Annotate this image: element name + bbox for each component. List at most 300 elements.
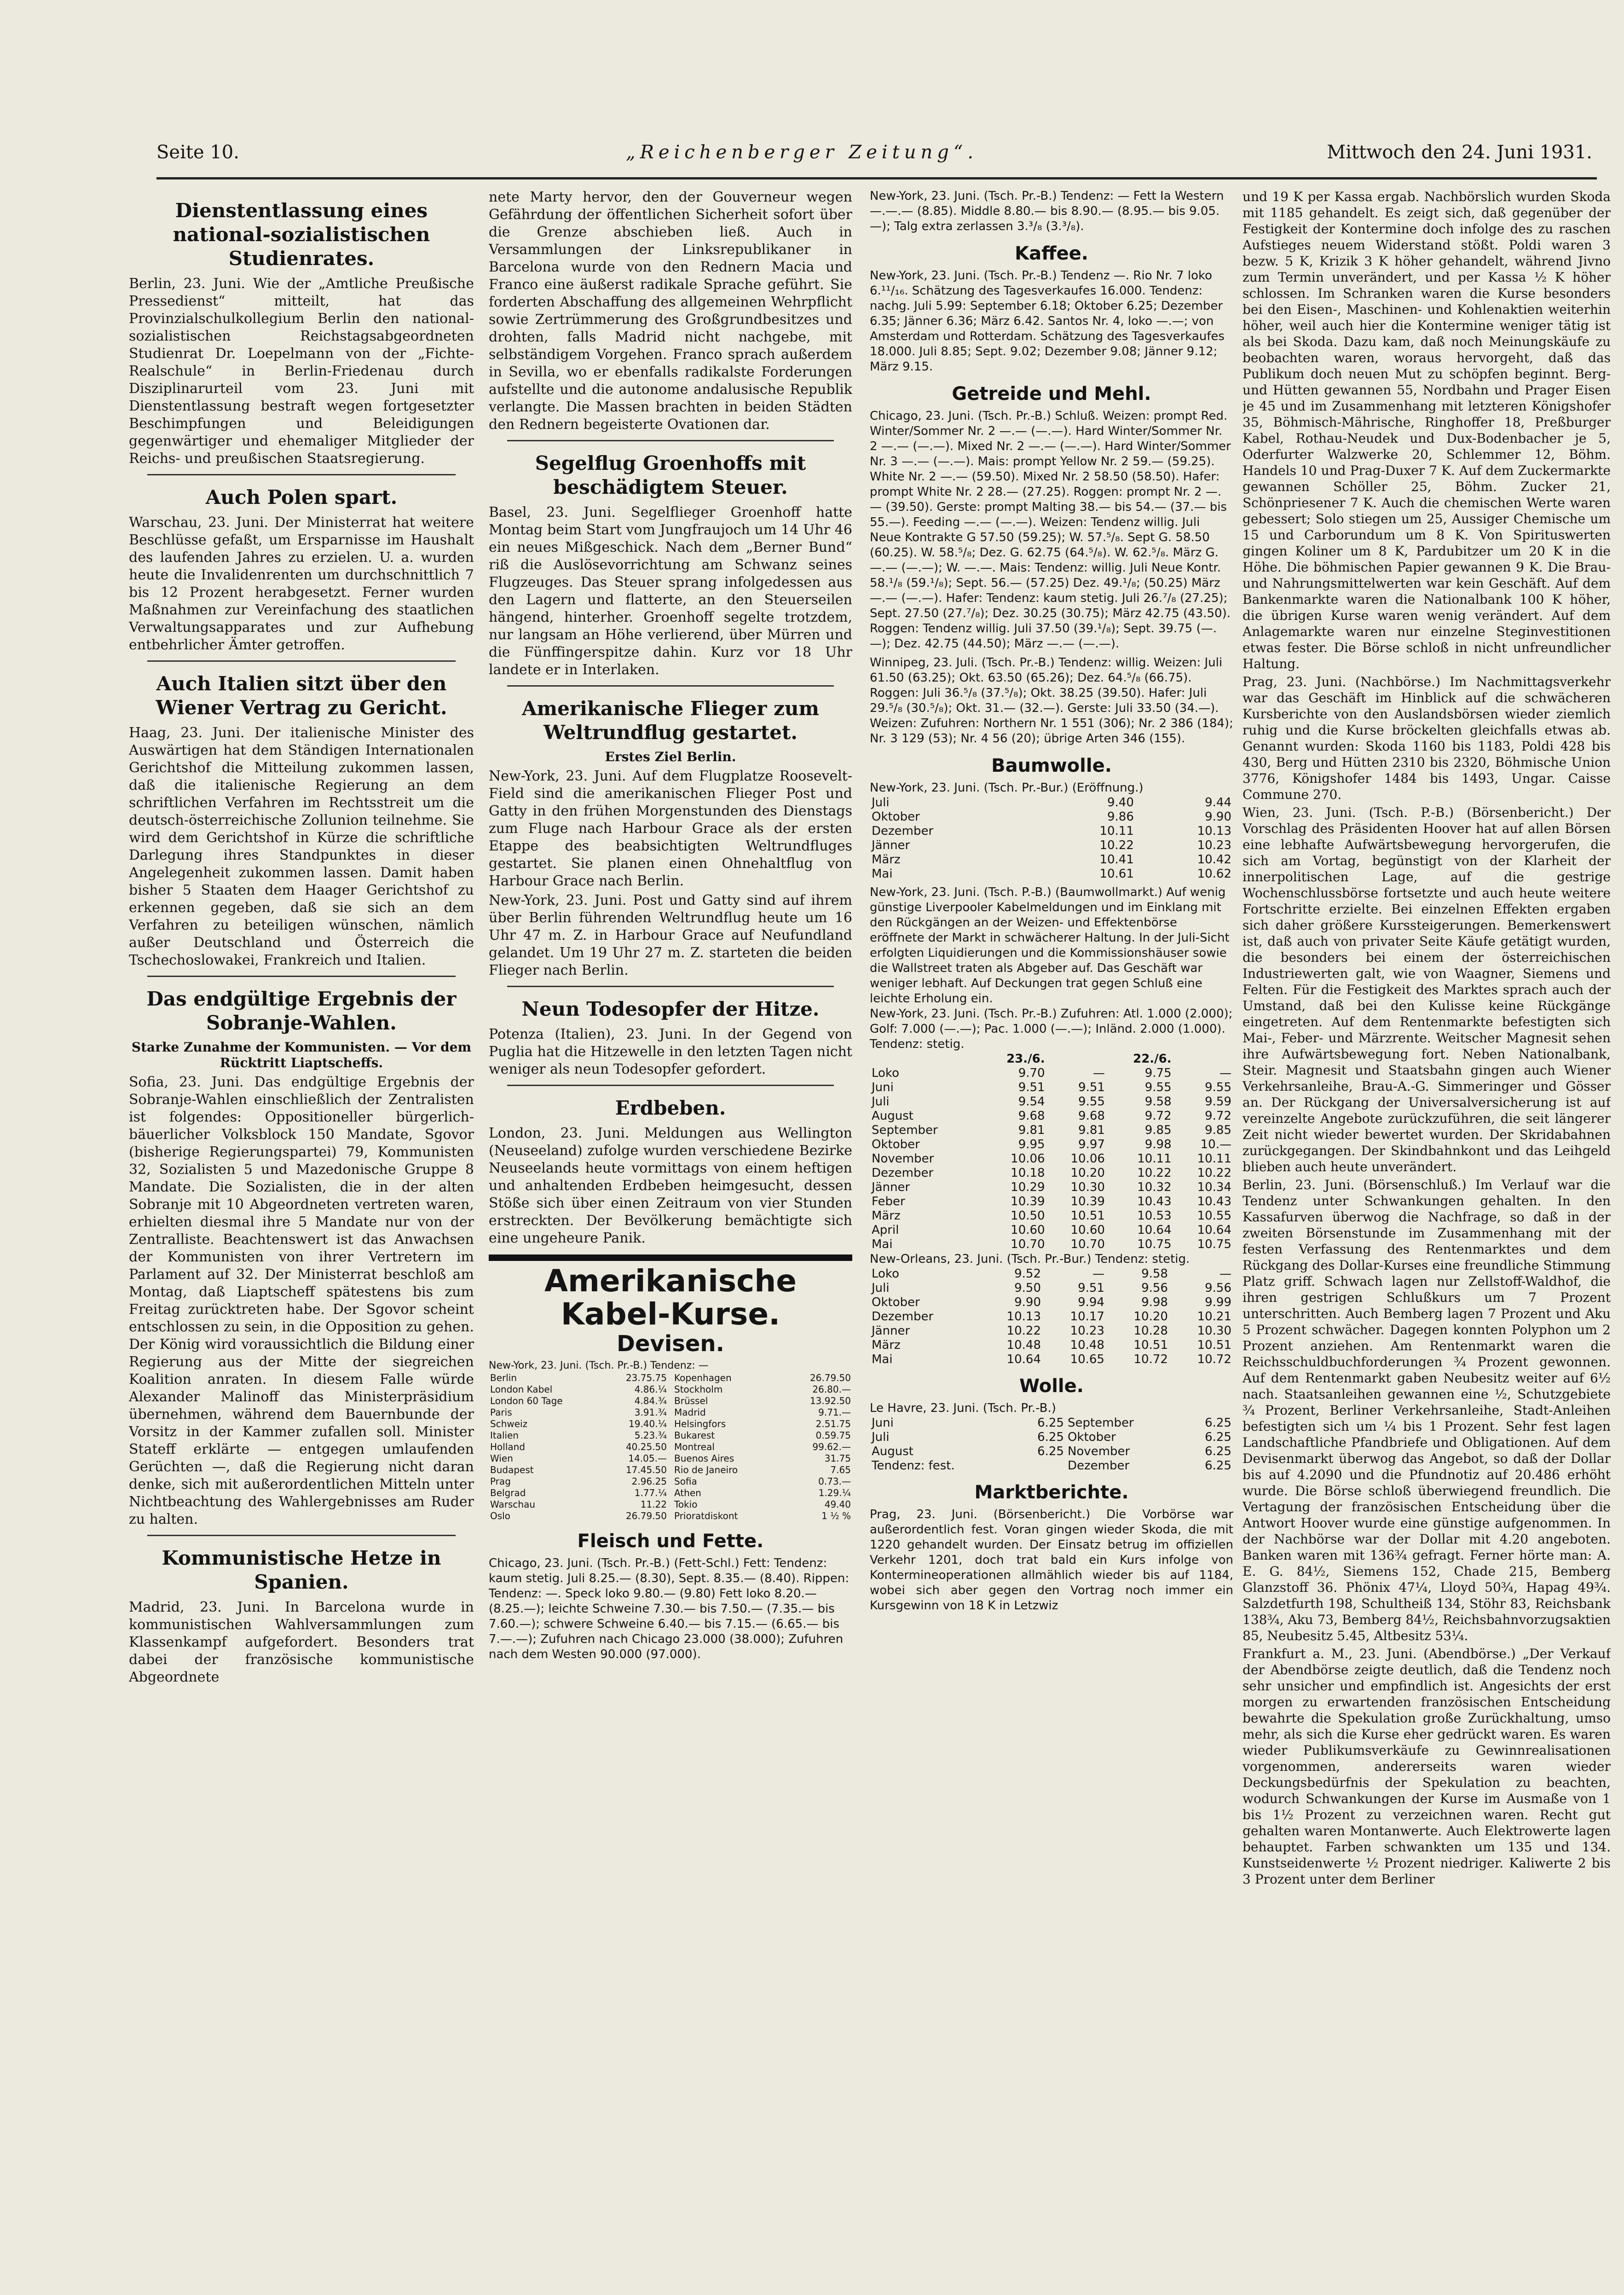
- table-cell: Brüssel: [674, 1395, 708, 1406]
- page-number: Seite 10.: [156, 142, 239, 163]
- table-row: [870, 1209, 1233, 1223]
- table-cell: Helsingfors: [674, 1418, 726, 1429]
- table-cell: März: [872, 1338, 901, 1352]
- table-cell: 10.11: [1137, 1152, 1172, 1166]
- divider: [507, 986, 834, 987]
- article-body: Sofia, 23. Juni. Das endgültige Ergebnis der Sobranje-Wahlen einschließlich der Zentralisten ist folgendes: Oppositioneller bürgerlich-bäuerlicher Volksblock 150 Mandate, Sgovor (bisherige Regierungspartei) 79, Kommunisten 32, Sozialisten 5 und Mazedonische Gruppe 8 Mandate. Die Sozialisten, die in der alten Sobranje mit 10 Abgeordneten vertreten waren, erhielten diesmal ihre 5 Mandate nur von der Zentralliste. Beachtenswert ist das Anwachsen der Kommunisten von ihrer Vertretern im Parlament auf 32. Der Ministerrat beschloß am Montag, daß Liaptscheff spätestens bis zum Freitag zurücktreten habe. Der Sgovor scheint entschlossen zu sein, in die Opposition zu gehen. Der König wird voraussichtlich die Bildung einer Regierung aus der Mitte der siegreichen Koalition anraten. In diesem Falle würde Alexander Malinoff das Ministerpräsidium übernehmen, während dem Bauernbunde der Vorsitz in der Kammer zufallen soll. Minister Stateff erklärte — entgegen umlaufenden Gerüchten —, daß die Regierung nicht daran denke, sich mit außerordentlichen Mitteln unter Nichtbeachtung des Wahlergebnisses am Ruder zu halten.: [129, 1074, 474, 1527]
- kabel-title: Amerikanische Kabel-Kurse.: [544, 1263, 797, 1332]
- table-cell: Holland: [490, 1441, 526, 1452]
- table-cell: Feber: [872, 1195, 905, 1208]
- table-cell: 10.60: [1011, 1223, 1045, 1237]
- divider: [507, 685, 834, 687]
- table-cell: London 60 Tage: [490, 1395, 563, 1406]
- table-row: [489, 1430, 668, 1441]
- table-cell: 9.58: [1144, 1095, 1172, 1109]
- table-cell: 9.56: [1141, 1281, 1168, 1295]
- table-row: [870, 1195, 1233, 1209]
- table-header-cell: [1047, 1052, 1107, 1066]
- table-cell: Oktober: [1067, 1430, 1116, 1444]
- table-row: [870, 1295, 1233, 1310]
- table-cell: Schweiz: [490, 1418, 528, 1429]
- table-cell: 9.51: [1078, 1281, 1104, 1295]
- article-body: Basel, 23. Juni. Segelflieger Groenhoff hatte Montag beim Start vom Jungfraujoch um 14 Uhr 46 ein neues Mißgeschick. Nach dem „Berner Bund“ riß die Auslösevorrichtung am Schwanz seines Flugzeuges. Das Steuer sprang infolgedessen aus den Lagern und flatterte, an den Steuerseilen hängend, hinterher. Groenhoff segelte trotzdem, nur langsam an Höhe verlierend, über Mürren und die Fünffingerspitze dahin. Kurz vor 18 Uhr landete er in Interlaken.: [489, 504, 852, 678]
- section-heading: Baumwolle.: [991, 755, 1112, 776]
- table-row: [870, 1267, 1233, 1281]
- table-cell: 10.—: [1200, 1138, 1231, 1151]
- market-report: Chicago, 23. Juni. (Tsch. Pr.-B.) Schluß. Weizen: prompt Red. Winter/Sommer Nr. 2 —.— (—.—). Hard Winter/Sommer Nr. 2 —.— (—.—). Mixed Nr. 2 —.— (—.—). Hard Winter/Sommer Nr. 3 —.— (—.—). Mais: prompt Yellow Nr. 2 59.— (59.25). White Nr. 2 —.— (59.50). Mixed Nr. 2 58.50 (58.50). Hafer: prompt White Nr. 2 28.— (27.25). Roggen: prompt Nr. 2 —.— (39.50). Gerste: prompt Malting 38.— bis 54.— (37.— bis 55.—). Feeding —.— (—.—). Weizen: Tendenz willig. Juli Neue Kontrakte G 57.50 (59.25); W. 57.⁵/₈. Sept G. 58.50 (60.25). W. 58.⁵/₈; Dez. G. 62.75 (64.⁵/₈). W. 62.⁵/₈. März G. —.— (—.—); W. —.—. Mais: Tendenz: willig. Juli Neue Kontr. 58.¹/₈ (59.¹/₈); Sept. 56.— (57.25) Dez. 49.¹/₈; (50.25) März —.— (—.—). Hafer: Tendenz: kaum stetig. Juli 26.⁷/₈ (27.25); Sept. 27.50 (27.⁷/₈); Dez. 30.25 (30.75); März 42.75 (43.50). Roggen: Tendenz willig. Juli 37.50 (39.¹/₈); Sept. 39.75 (—.—); Dez. 42.75 (44.50); März —.— (—.—).: [870, 409, 1231, 651]
- table-cell: Athen: [674, 1487, 701, 1498]
- table-cell: 10.13: [1006, 1310, 1041, 1324]
- article-heading: Amerikanische Flieger zum Weltrundflug gestartet.: [522, 697, 819, 744]
- table-cell: 6.25: [1037, 1416, 1064, 1430]
- table-row: [489, 1476, 668, 1487]
- table-row: [673, 1395, 852, 1407]
- table-cell: Juli: [872, 796, 890, 809]
- table-cell: 9.55: [1144, 1081, 1172, 1094]
- table-cell: 10.18: [1011, 1166, 1045, 1180]
- table-cell: April: [872, 1223, 899, 1237]
- table-header-cell: 23./6.: [1006, 1052, 1045, 1066]
- table-row: [673, 1476, 852, 1487]
- table-cell: Stockholm: [674, 1384, 723, 1395]
- table-cell: 9.68: [1018, 1109, 1045, 1123]
- table-cell: Juli: [872, 1281, 890, 1295]
- table-cell: Mai: [872, 1353, 893, 1366]
- table-cell: 10.11: [1099, 824, 1134, 838]
- table-cell: 9.72: [1205, 1109, 1231, 1123]
- table-cell: —: [1092, 1267, 1104, 1281]
- table-row: [870, 853, 1233, 867]
- market-report: New-York, 23. Juni. (Tsch. P.-B.) (Baumwollmarkt.) Auf wenig günstige Liverpooler Kabelmeldungen und im Einklang mit den Rückgängen an der Weizen- und Effektenbörse eröffnete der Markt in schwächerer Haltung. In der Juli-Sicht erfolgten Liquidierungen und die Kommissionshäuser sowie die Wallstreet traten als Abgeber auf. Das Geschäft war weniger lebhaft. Auf Deckungen trat gegen Schluß eine leichte Erholung ein.: [870, 885, 1230, 1006]
- table-cell: 6.25: [1205, 1430, 1231, 1444]
- table-cell: 10.39: [1011, 1195, 1045, 1208]
- table-cell: 10.72: [1197, 1353, 1231, 1366]
- table-cell: Montreal: [674, 1441, 715, 1452]
- table-cell: 10.23: [1070, 1324, 1104, 1338]
- table-header-cell: 22./6.: [1133, 1052, 1172, 1066]
- table-cell: 9.97: [1078, 1138, 1105, 1151]
- cotton-table-opening: [870, 796, 1233, 881]
- table-row: [870, 1109, 1233, 1123]
- table-cell: Dezember: [872, 1310, 934, 1324]
- table-cell: März: [872, 1209, 901, 1223]
- article-body: Frankfurt a. M., 23. Juni. (Abendbörse.) „Der Verkauf der Abendbörse zeigte deutlich, daß die Tendenz noch sehr unsicher und empfindlich ist. Angesichts der erst morgen zu erwartenden französischen Entscheidung bewahrte die Spekulation große Zurückhaltung, umso mehr, als sich die Kurse eher gedrückt waren. Es waren wieder Publikumsverkäufe zu Gewinnrealisationen vorgenommen, andererseits waren wieder Deckungsbedürfnis der Spekulation zu beachten, wodurch Schwankungen der Kurse im Ausmaße von 1 bis 1½ Prozent zu verzeichnen waren. Recht gut gehalten waren Montanwerte. Auch Elektrowerte lagen behauptet. Farben schwankten um 135 und 134. Kunstseidenwerte ½ Prozent niedriger. Kaliwerte 2 bis 3 Prozent unter dem Berliner: [1243, 1646, 1611, 1887]
- table-cell: Juli: [872, 1430, 890, 1444]
- table-cell: Rio de Janeiro: [674, 1464, 738, 1475]
- table-cell: 4.86.¼: [634, 1384, 667, 1395]
- table-row: [870, 1138, 1233, 1152]
- table-cell: Jänner: [872, 1180, 910, 1194]
- table-cell: 9.44: [1205, 796, 1231, 809]
- table-row: [870, 1166, 1233, 1180]
- table-cell: 26.79.50: [625, 1510, 667, 1521]
- table-cell: 10.17: [1070, 1310, 1104, 1324]
- table-cell: November: [872, 1152, 934, 1166]
- table-cell: 9.70: [1018, 1066, 1045, 1080]
- table-cell: 9.55: [1078, 1095, 1105, 1109]
- section-heading: Fleisch und Fette.: [577, 1531, 764, 1552]
- table-cell: September: [1067, 1416, 1134, 1430]
- table-row: [673, 1510, 852, 1522]
- table-cell: 31.75: [824, 1453, 851, 1464]
- table-cell: Juni: [872, 1081, 894, 1094]
- divider: [507, 440, 834, 441]
- table-cell: 9.56: [1205, 1281, 1231, 1295]
- table-cell: März: [872, 853, 901, 867]
- table-cell: 10.30: [1070, 1180, 1105, 1194]
- table-cell: Italien: [490, 1430, 519, 1441]
- table-cell: 10.34: [1197, 1180, 1231, 1194]
- market-dateline: New-Orleans, 23. Juni. (Tsch. Pr.-Bur.) Tendenz: stetig.: [870, 1252, 1190, 1266]
- table-cell: 10.61: [1099, 867, 1134, 881]
- table-cell: 10.55: [1197, 1209, 1231, 1223]
- market-dateline: New-York, 23. Juni. (Tsch. Pr.-B.) Zufuhren: Atl. 1.000 (2.000); Golf: 7.000 (—.—); Pac. 1.000 (—.—); Inländ. 2.000 (1.000). Tendenz: stetig.: [870, 1007, 1233, 1051]
- exchange-table-right: [673, 1372, 852, 1522]
- table-cell: 9.90: [1205, 810, 1231, 824]
- table-cell: Wien: [490, 1453, 513, 1464]
- table-row: [673, 1441, 852, 1453]
- article-body: und 19 K per Kassa ergab. Nachbörslich wurden Skoda mit 1185 gehandelt. Es zeigt sich, daß gegenüber der Festigkeit der Kontermine doch infolge des zu raschen Aufstieges neuem Widerstand stößt. Poldi waren 3 bezw. 5 K, Krizik 3 K höher gehandelt, während Jivno zum Termin unverändert, und per Kassa ½ K höher schlossen. Im Schranken waren die Kurse besonders bei den Eisen-, Maschinen- und Kohlenaktien weiterhin höher, weil auch hier die Kontermine weniger tätig ist als bei Skoda. Dazu kam, daß noch Meinungskäufe zu beobachten waren, woraus hervorgeht, daß das Publikum doch neuen Mut zu schöpfen beginnt. Berg- und Hütten gewannen 55, Nordbahn und Prager Eisen je 45 und im Zusammenhang mit letzteren Königshofer 35, Böhmisch-Mährische, Ringhoffer 18, Preßburger Kabel, Rothau-Neudek und Dux-Bodenbacher je 5, Oderfurter Walzwerke 20, Schlemmer 12, Böhm. Handels 10 und Prag-Duxer 7 K. Auf dem Zuckermarkte gewannen Schöller 25, Böhm. Zucker 21, Schönpriesener 7 K. Auch die chemischen Werte waren gebessert; Solo stiegen um 25, Aussiger Chemische um 15 und Carborundum um 8 K. Von Spirituswerten gingen Koliner um 8 K, Pardubitzer um 20 K in die Höhe. Die böhmischen Papier gewannen 9 K. Die Brau- und Nahrungsmittelwerten war kein Geschäft. Auf dem Bankenmarkte waren die Nationalbank 100 K höher, die übrigen Kurse waren wenig verändert. Auf dem Anlagemarkte waren nur einzelne Steginvestitionen etwas fester. Die Börse schloß in nicht unfreundlicher Haltung.: [1243, 189, 1611, 671]
- table-cell: 10.22: [1099, 838, 1134, 852]
- table-cell: Dezember: [872, 1166, 934, 1180]
- newspaper-title: „Reichenberger Zeitung“.: [626, 142, 978, 163]
- table-cell: 9.90: [1014, 1295, 1041, 1309]
- table-cell: [1015, 1459, 1066, 1473]
- section-heading: Marktberichte.: [974, 1482, 1129, 1503]
- table-row: [870, 796, 1233, 810]
- table-cell: 10.23: [1197, 838, 1231, 852]
- market-report: New-York, 23. Juni. (Tsch. Pr.-B.) Tendenz: — Fett Ia Western —.—.— (8.85). Middle 8.80.— bis 8.90.— (8.95.— bis 9.05.—); Talg extra zerlassen 3.³/₈ (3.³/₈).: [870, 189, 1224, 233]
- table-cell: Berlin: [490, 1372, 517, 1383]
- table-row: [870, 824, 1233, 838]
- section-heading: Wolle.: [1019, 1376, 1084, 1397]
- table-cell: 2.51.75: [815, 1418, 851, 1429]
- table-cell: 10.06: [1011, 1152, 1045, 1166]
- article-body: Haag, 23. Juni. Der italienische Minister des Auswärtigen hat dem Ständigen Internationalen Gerichtshof die Mitteilung zukommen lassen, daß die italienische Regierung an dem schriftlichen Verfahren im Rechtsstreit um die deutsch-österreichische Zollunion teilnehme. Sie wird dem Gerichtshof in Kürze die schriftliche Darlegung ihres Standpunktes in dieser Angelegenheit zukommen lassen. Damit haben bisher 5 Staaten dem Haager Gerichtshof zu erkennen gegeben, daß sie sich an dem Verfahren zu beteiligen wünschen, nämlich außer Deutschland und Österreich die Tschechoslowakei, Frankreich und Italien.: [129, 725, 474, 968]
- table-row: [870, 1123, 1233, 1138]
- table-row: [673, 1372, 852, 1384]
- table-cell: 10.21: [1197, 1310, 1231, 1324]
- table-cell: 9.99: [1205, 1295, 1231, 1309]
- table-cell: 26.80.—: [812, 1384, 851, 1395]
- table-row: [489, 1441, 668, 1453]
- table-cell: 10.06: [1070, 1152, 1105, 1166]
- table-cell: Loko: [872, 1066, 899, 1080]
- table-cell: 6.25: [1037, 1445, 1064, 1458]
- table-row: [870, 810, 1233, 824]
- table-row: [870, 1445, 1233, 1459]
- table-cell: 1.77.¼: [634, 1487, 667, 1498]
- table-cell: 10.75: [1197, 1237, 1231, 1251]
- table-cell: 10.41: [1099, 853, 1134, 867]
- table-cell: 10.64: [1006, 1353, 1041, 1366]
- table-cell: Jänner: [872, 838, 910, 852]
- table-cell: 13.92.50: [809, 1395, 851, 1406]
- table-cell: —: [1219, 1066, 1231, 1080]
- table-cell: 14.05.—: [628, 1453, 667, 1464]
- table-row: [870, 1459, 1233, 1473]
- market-report: Chicago, 23. Juni. (Tsch. Pr.-B.) (Fett-Schl.) Fett: Tendenz: kaum stetig. Juli 8.25.— (8.30), Sept. 8.35.— (8.40). Rippen: Tendenz: —. Speck loko 9.80.— (9.80) Fett loko 8.20.— (8.25.—); leichte Schweine 7.30.— bis 7.50.— (7.35.— bis 7.60.—); schwere Schweine 6.40.— bis 7.15.— (6.65.— bis 7.—.—); Zufuhren nach Chicago 23.000 (38.000); Zufuhren nach dem Westen 90.000 (97.000).: [489, 1556, 850, 1661]
- table-cell: 9.75: [1144, 1066, 1172, 1080]
- table-row: [870, 1152, 1233, 1166]
- table-cell: 9.52: [1014, 1267, 1041, 1281]
- table-row: [673, 1453, 852, 1464]
- table-row: [489, 1407, 668, 1418]
- table-cell: 10.30: [1197, 1324, 1231, 1338]
- table-header-cell: [870, 1052, 980, 1066]
- table-cell: 9.94: [1078, 1295, 1104, 1309]
- article-heading: Dienstentlassung eines national-sozialistischen Studienrates.: [173, 199, 430, 270]
- table-cell: 19.40.¼: [629, 1418, 667, 1429]
- table-row: [870, 1416, 1233, 1430]
- table-cell: 9.81: [1018, 1123, 1045, 1137]
- table-cell: Juli: [872, 1095, 890, 1109]
- table-row: [489, 1384, 668, 1395]
- table-cell: Dezember: [1067, 1459, 1130, 1473]
- article-heading: Segelflug Groenhoffs mit beschädigtem Steuer.: [535, 452, 806, 498]
- column-4: [1243, 189, 1611, 2232]
- table-cell: 10.64: [1137, 1223, 1172, 1237]
- table-row: [489, 1464, 668, 1476]
- table-cell: November: [1067, 1445, 1130, 1458]
- table-cell: Oktober: [872, 1138, 920, 1151]
- table-cell: 10.64: [1197, 1223, 1231, 1237]
- table-cell: 11.22: [640, 1499, 667, 1510]
- table-row: [489, 1510, 668, 1522]
- table-cell: 10.60: [1070, 1223, 1105, 1237]
- article-body: Potenza (Italien), 23. Juni. In der Gegend von Puglia hat die Hitzewelle in den letzten Tagen nicht weniger als neun Todesopfer gefordert.: [489, 1026, 852, 1077]
- market-report: Winnipeg, 23. Juli. (Tsch. Pr.-B.) Tendenz: willig. Weizen: Juli 61.50 (63.25); Okt. 63.50 (65.26); Dez. 64.⁵/₈ (66.75). Roggen: Juli 36.⁵/₈ (37.⁵/₈); Okt. 38.25 (39.50). Hafer: Juli 29.⁵/₈ (30.⁵/₈); Okt. 31.— (32.—). Gerste: Juli 33.50 (34.—). Weizen: Zufuhren: Northern Nr. 1 551 (306); Nr. 2 386 (184); Nr. 3 129 (53); Nr. 4 56 (20); übrige Arten 346 (155).: [870, 656, 1233, 746]
- market-report: Prag, 23. Juni. (Börsenbericht.) Die Vorbörse war außerordentlich fest. Voran gingen wieder Skoda, die mit 1220 gehandelt wurden. Der Einsatz betrug im offiziellen Verkehr 1201, doch trat bald ein Kurs infolge von Kontermineoperationen allmählich wieder bis auf 1184, wobei sich aber gegen den Vortrag noch immer ein Kursgewinn von 18 K in Letzwiz: [870, 1508, 1233, 1613]
- table-cell: Paris: [490, 1407, 512, 1418]
- table-cell: 6.25: [1205, 1416, 1231, 1430]
- table-cell: Buenos Aires: [674, 1453, 734, 1464]
- table-cell: 5.23.¾: [634, 1430, 667, 1441]
- market-dateline: Le Havre, 23. Juni. (Tsch. Pr.-B.): [870, 1401, 1056, 1415]
- article-heading: Kommunistische Hetze in Spanien.: [162, 1547, 441, 1593]
- table-cell: Belgrad: [490, 1487, 526, 1498]
- table-cell: 2.96.25: [631, 1476, 667, 1487]
- article-heading: Auch Polen spart.: [205, 486, 398, 509]
- table-row: [673, 1487, 852, 1499]
- table-row: [870, 1324, 1233, 1338]
- table-header-cell: [1173, 1052, 1233, 1066]
- table-cell: 99.62.—: [812, 1441, 851, 1452]
- table-cell: 6.25: [1205, 1459, 1231, 1473]
- table-cell: Oktober: [872, 1295, 920, 1309]
- table-row: [489, 1372, 668, 1384]
- table-cell: 10.70: [1011, 1237, 1045, 1251]
- article-body: Berlin, 23. Juni. Wie der „Amtliche Preußische Pressedienst“ mitteilt, hat das Provinzialschulkollegium Berlin den national-sozialistischen Reichstagsabgeordneten Studienrat Dr. Loepelmann von der „Fichte-Realschule“ in Berlin-Friedenau durch Disziplinarurteil vom 23. Juni mit Dienstentlassung bestraft wegen fortgesetzter Beschimpfungen und Beleidigungen gegenwärtiger und ehemaliger Mitglieder der Reichs- und preußischen Staatsregierung.: [129, 276, 474, 467]
- table-cell: Jänner: [872, 1324, 910, 1338]
- table-cell: 9.55: [1205, 1081, 1231, 1094]
- table-cell: 9.59: [1205, 1095, 1231, 1109]
- table-cell: 10.11: [1197, 1152, 1231, 1166]
- article-heading: Das endgültige Ergebnis der Sobranje-Wahlen.: [146, 988, 457, 1034]
- kabel-kurse-box: [489, 1254, 852, 1662]
- table-cell: 9.98: [1144, 1138, 1172, 1151]
- table-row: [489, 1487, 668, 1499]
- divider: [147, 976, 456, 977]
- table-cell: 7.65: [830, 1464, 851, 1475]
- table-cell: —: [1092, 1066, 1105, 1080]
- table-cell: 10.53: [1137, 1209, 1172, 1223]
- table-cell: 10.48: [1070, 1338, 1104, 1352]
- table-cell: Oslo: [490, 1510, 510, 1521]
- table-row: [489, 1499, 668, 1510]
- article-body: New-York, 23. Juni. Auf dem Flugplatze Roosevelt-Field sind die amerikanischen Flieger Post und Gatty in den frühen Morgenstunden des Dienstags zum Fluge nach Harbour Grace als der ersten Etappe des beabsichtigten Weltrundfluges gestartet. Sie planen einen Ohnehaltflug von Harbour Grace nach Berlin.: [489, 768, 852, 889]
- table-cell: 9.50: [1014, 1281, 1041, 1295]
- table-cell: Tokio: [674, 1499, 698, 1510]
- table-cell: 10.22: [1197, 1166, 1231, 1180]
- article-subheading: Erstes Ziel Berlin.: [605, 749, 736, 764]
- table-cell: August: [872, 1445, 913, 1458]
- table-cell: 9.86: [1107, 810, 1134, 824]
- table-row: [673, 1407, 852, 1418]
- table-row: [870, 1095, 1233, 1109]
- table-row: [673, 1384, 852, 1395]
- table-cell: 9.68: [1078, 1109, 1105, 1123]
- table-row: [870, 1281, 1233, 1295]
- article-body: Warschau, 23. Juni. Der Ministerrat hat weitere Beschlüsse gefaßt, um Ersparnisse im Haushalt des laufenden Jahres zu erzielen. U. a. wurden heute die Invalidenrenten um durchschnittlich 7 bis 12 Prozent herabgesetzt. Ferner wurden Maßnahmen zur Vereinfachung des staatlichen Verwaltungsapparates und zur Aufhebung entbehrlicher Ämter getroffen.: [129, 514, 474, 653]
- table-cell: 3.91.¾: [634, 1407, 667, 1418]
- table-cell: Loko: [872, 1267, 899, 1281]
- table-row: [870, 1237, 1233, 1252]
- article-subheading: Starke Zunahme der Kommunisten. — Vor dem Rücktritt Liaptscheffs.: [131, 1040, 472, 1070]
- table-row: [870, 1310, 1233, 1324]
- table-cell: 10.50: [1011, 1209, 1045, 1223]
- table-cell: 10.28: [1133, 1324, 1168, 1338]
- table-cell: 9.51: [1078, 1081, 1105, 1094]
- wool-table: [870, 1416, 1233, 1473]
- table-cell: Madrid: [674, 1407, 706, 1418]
- column-1: [129, 189, 474, 2232]
- table-row: [870, 867, 1233, 881]
- table-row: [489, 1395, 668, 1407]
- table-cell: August: [872, 1109, 913, 1123]
- article-body: nete Marty hervor, den der Gouverneur wegen Gefährdung der öffentlichen Sicherheit sofort über die Grenze abschieben ließ. Auch in Versammlungen der Linksrepublikaner in Barcelona wurde von den Rednern Macia und Franco eine äußerst radikale Sprache geführt. Sie forderten Abschaffung des allgemeinen Wehrpflicht sowie Zertrümmerung des Großgrundbesitzes und drohten, falls Madrid nicht nachgebe, mit selbständigem Vorgehen. Franco sprach außerdem in Sevilla, wo er ebenfalls radikalste Forderungen aufstellte und die autonome andalusische Republik verlangte. Die Massen brachten in beiden Städten den Rednern begeisterte Ovationen dar.: [489, 189, 852, 433]
- table-cell: 10.39: [1070, 1195, 1105, 1208]
- table-row: [870, 838, 1233, 853]
- table-cell: 9.71.—: [818, 1407, 851, 1418]
- table-cell: London Kabel: [490, 1384, 553, 1395]
- table-cell: 9.58: [1141, 1267, 1168, 1281]
- divider: [147, 660, 456, 662]
- table-cell: 0.59.75: [815, 1430, 851, 1441]
- table-cell: 10.48: [1006, 1338, 1041, 1352]
- cotton-table-neworleans: [870, 1267, 1233, 1367]
- table-cell: 10.51: [1070, 1209, 1105, 1223]
- table-row: [870, 1430, 1233, 1445]
- table-cell: September: [872, 1123, 938, 1137]
- table-cell: 10.75: [1137, 1237, 1172, 1251]
- exchange-tables: [489, 1372, 852, 1522]
- article-body: London, 23. Juni. Meldungen aus Wellington (Neuseeland) zufolge wurden verschiedene Bezirke Neuseelands heute vormittags von einem heftigen und anhaltenden Erdbeben heimgesucht, dessen Stöße sich über einen Zeitraum von vier Stunden erstreckten. Der Bevölkerung bemächtigte sich eine ungeheure Panik.: [489, 1125, 852, 1246]
- article-body: Madrid, 23. Juni. In Barcelona wurde in kommunistischen Wahlversammlungen zum Klassenkampf aufgefordert. Besonders trat dabei der französische kommunistische Abgeordnete: [129, 1599, 474, 1685]
- section-heading: Getreide und Mehl.: [952, 383, 1151, 405]
- table-cell: Budapest: [490, 1464, 534, 1475]
- table-cell: 23.75.75: [625, 1372, 667, 1383]
- kabel-dateline: New-York, 23. Juni. (Tsch. Pr.-B.) Tendenz: —: [489, 1360, 709, 1371]
- divider: [147, 1535, 456, 1536]
- article-heading: Auch Italien sitzt über den Wiener Vertrag zu Gericht.: [156, 672, 447, 719]
- table-cell: 9.40: [1107, 796, 1134, 809]
- table-cell: 9.95: [1018, 1138, 1045, 1151]
- table-cell: 10.51: [1197, 1338, 1231, 1352]
- page-header: [156, 138, 1592, 170]
- article-heading: Neun Todesopfer der Hitze.: [521, 998, 820, 1020]
- article-body: Prag, 23. Juni. (Nachbörse.) Im Nachmittagsverkehr war das Geschäft im Hinblick auf die schwächeren Kursberichte von den Auslandsbörsen wieder ziemlich ruhig und die Kurse bröckelten gleichfalls etwas ab. Genannt wurden: Skoda 1160 bis 1183, Poldi 428 bis 430, Berg und Hütten 2310 bis 2320, Böhmische Union 3776, Königshofer 1484 bis 1493, Ungar. Caisse Commune 270.: [1243, 674, 1611, 802]
- column-2: [489, 189, 852, 2232]
- table-cell: 17.45.50: [625, 1464, 667, 1475]
- divider: [507, 1085, 834, 1086]
- table-header-row: [870, 1052, 1233, 1066]
- table-cell: 9.72: [1144, 1109, 1172, 1123]
- kabel-subtitle: Devisen.: [617, 1331, 724, 1357]
- table-cell: 10.43: [1137, 1195, 1172, 1208]
- table-cell: Oktober: [872, 810, 920, 824]
- table-row: [870, 1353, 1233, 1367]
- table-row: [870, 1066, 1233, 1081]
- table-cell: 1.29.¼: [818, 1487, 851, 1498]
- cotton-table-newyork: [870, 1052, 1233, 1252]
- article-body: New-York, 23. Juni. Post und Gatty sind auf ihrem über Berlin führenden Weltrundflug heute um 16 Uhr 47 m. Z. in Harbour Grace auf Neufundland gelandet. Um 19 Uhr 27 m. Z. starteten die beiden Flieger nach Berlin.: [489, 892, 852, 978]
- table-cell: 1 ½ %: [821, 1510, 851, 1521]
- article-body: Berlin, 23. Juni. (Börsenschluß.) Im Verlauf war die Tendenz unter Schwankungen gehalten. In den Kassafurven überwog die Nachfrage, so daß in der zweiten Börsenstunde im Zusammenhang mit der festen Verfassung des Rentenmarktes und dem Rückgang des Dollar-Kurses eine freundliche Stimmung Platz griff. Schwach lagen nur Zellstoff-Waldhof, die ihren gestrigen Schlußkurs um 7 Prozent unterschritten. Auch Bemberg lagen 7 Prozent und Aku 5 Prozent schwächer. Dagegen konnten Polyphon um 2 Prozent anziehen. Am Rentenmarkt waren die Reichsschuldbuchforderungen ¾ Prozent gewonnen. Auf dem Rentenmarkt gaben Neubesitz weiter auf 6½ nach. Staatsanleihen gewannen eine ½, Schutzgebiete ¾ Prozent, Berliner Verkehrsanleihe, Stadt-Anleihen befestigten sich um ¼ bis 1 Prozent. Sehr fest lagen Landschaftliche Pfandbriefe und Obligationen. Auf dem Devisenmarkt überwog das Angebot, so daß der Dollar bis auf 4.2090 und die Pfundnotiz auf 20.486 erhöht wurde. Die Börse schloß überwiegend freundlich. Die Vertagung der französischen Entscheidung über die Antwort Hoover wurde eine günstige aufgenommen. In der Nachbörse war der Dollar mit 4.20 angeboten. Banken waren mit 136¾ gefragt. Ferner hörte man: A. E. G. 84½, Siemens 152, Chade 215, Bemberg Glanzstoff 36. Phönix 47¼, Lloyd 50¾, Hapag 49¾. Salzdetfurth 198, Schultheiß 134, Stöhr 83, Reichsbank 138¾, Aku 73, Bemberg 84½, Reichsbahnvorzugsaktien 85, Neubesitz 5.45, Altbesitz 53¼.: [1243, 1177, 1611, 1643]
- table-cell: Bukarest: [674, 1430, 715, 1441]
- table-cell: 10.51: [1133, 1338, 1168, 1352]
- table-cell: 49.40: [824, 1499, 851, 1510]
- table-cell: Juni: [872, 1416, 894, 1430]
- table-cell: 9.51: [1018, 1081, 1045, 1094]
- table-cell: 10.72: [1133, 1353, 1168, 1366]
- article-heading: Erdbeben.: [615, 1097, 726, 1119]
- section-heading: Kaffee.: [1015, 243, 1088, 264]
- table-cell: Sofia: [674, 1476, 697, 1487]
- table-cell: Warschau: [490, 1499, 535, 1510]
- table-cell: 10.22: [1006, 1324, 1041, 1338]
- table-row: [870, 1223, 1233, 1237]
- table-cell: Prioratdiskont: [674, 1510, 738, 1521]
- table-cell: Mai: [872, 867, 893, 881]
- table-cell: 10.13: [1197, 824, 1231, 838]
- table-cell: 9.98: [1141, 1295, 1168, 1309]
- article-body: Wien, 23. Juni. (Tsch. P.-B.) (Börsenbericht.) Der Vorschlag des Präsidenten Hoover hat auf allen Börsen eine lebhafte Aufwärtsbewegung hervorgerufen, die sich am Vortag, begünstigt von der Klarheit der innerpolitischen Lage, auf die gestrige Wochenschlussbörse fortsetzte und auch heute weitere Fortschritte erzielte. Bei einzelnen Effekten ergaben sich daher größere Kurssteigerungen. Bemerkenswert ist, daß auch von privater Seite Käufe getätigt wurden, die besonders bei einem der österreichischen Industriewerten galt, wie von Waagner, Siemens und Felten. Für die Festigkeit des Marktes sprach auch der Umstand, daß bei den Kulisse keine Rückgänge eingetreten. Auf dem Rentenmarkte befestigten sich Mai-, Feber- und Märzrente. Weitscher Magnesit sehen ihre Aufwärtsbewegung fort. Neben Nationalbank, Steir. Magnesit und Staatsbahn gingen auch Wiener Verkehrsanleihe, Brau-A.-G. Simmeringer und Gösser an. Der Rückgang der Universalversicherung ist auf vereinzelte Angebote zurückzuführen, die seit längerer Zeit nicht wieder bewertet wurden. Der Skridabahnen zurückgegangen. Der Skindbahnkont und das Leihgeld blieben auch heute unverändert.: [1243, 805, 1611, 1174]
- table-row: [673, 1430, 852, 1441]
- table-cell: 10.42: [1197, 853, 1231, 867]
- table-row: [673, 1499, 852, 1510]
- table-cell: 10.22: [1137, 1166, 1172, 1180]
- table-cell: 9.85: [1205, 1123, 1231, 1137]
- table-cell: Kopenhagen: [674, 1372, 732, 1383]
- table-cell: 10.20: [1133, 1310, 1168, 1324]
- table-row: [673, 1418, 852, 1430]
- table-row: [489, 1418, 668, 1430]
- table-row: [489, 1453, 668, 1464]
- market-report: New-York, 23. Juni. (Tsch. Pr.-B.) Tendenz —. Rio Nr. 7 loko 6.¹¹/₁₆. Schätzung des Tagesverkaufes 16.000. Tendenz: nachg. Juli 5.99: September 6.18; Oktober 6.25; Dezember 6.35; Jänner 6.36; März 6.42. Santos Nr. 4, loko —.—; von Amsterdam und Rotterdam. Schätzung des Tagesverkaufes 18.000. Juli 8.85; Sept. 9.02; Dezember 9.08; Jänner 9.12; März 9.15.: [870, 269, 1225, 374]
- table-cell: Mai: [872, 1237, 893, 1251]
- table-cell: 10.65: [1070, 1353, 1104, 1366]
- table-cell: 26.79.50: [809, 1372, 851, 1383]
- table-row: [870, 1081, 1233, 1095]
- table-cell: Tendenz: fest.: [872, 1459, 955, 1473]
- table-cell: 10.32: [1137, 1180, 1172, 1194]
- market-dateline: New-York, 23. Juni. (Tsch. Pr.-Bur.) (Eröffnung.): [870, 781, 1144, 795]
- table-cell: 10.29: [1011, 1180, 1045, 1194]
- table-cell: 9.81: [1078, 1123, 1105, 1137]
- table-cell: 10.43: [1197, 1195, 1231, 1208]
- table-cell: 9.54: [1018, 1095, 1045, 1109]
